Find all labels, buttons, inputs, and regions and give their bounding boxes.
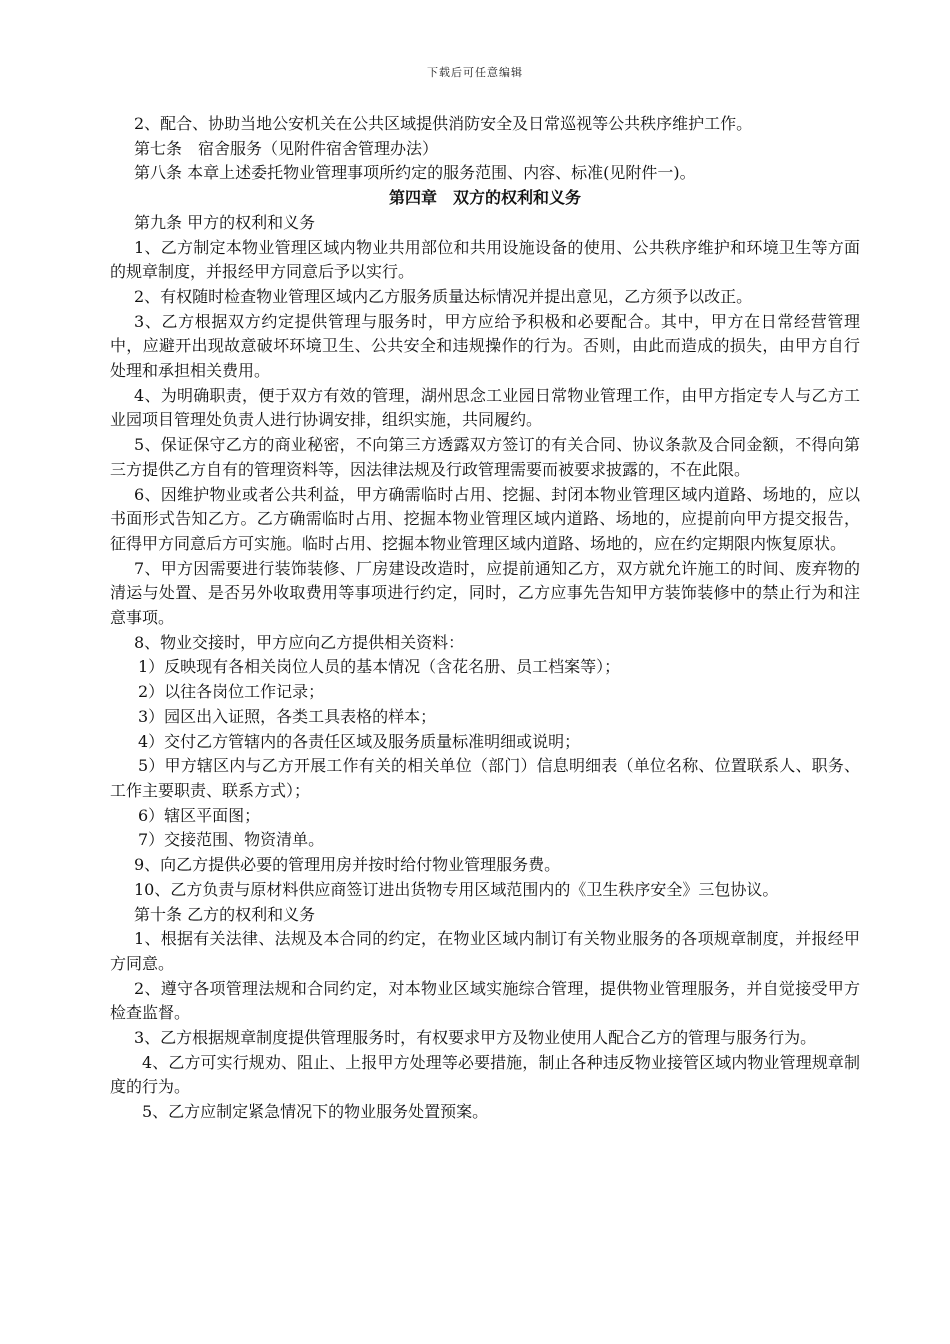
paragraph: 2、有权随时检查物业管理区域内乙方服务质量达标情况并提出意见，乙方须予以改正。 <box>134 286 753 306</box>
paragraph: 4）交付乙方管辖内的各责任区域及服务质量标准明细或说明； <box>138 731 581 751</box>
paragraph: 10、乙方负责与原材料供应商签订进出货物专用区域范围内的《卫生秩序安全》三包协议。 <box>134 879 779 899</box>
paragraph: 7、甲方因需要进行装饰装修、厂房建设改造时，应提前通知乙方，双方就允许施工的时间、废弃物的清运与处置、是否另外收取费用等事项进行约定，同时，乙方应事先告知甲方装饰装修中的禁止行为和注意事项。 <box>110 558 860 628</box>
paragraph: 5）甲方辖区内与乙方开展工作有关的相关单位（部门）信息明细表（单位名称、位置联系人、职务、工作主要职责、联系方式）； <box>110 756 860 800</box>
paragraph: 第九条 甲方的权利和义务 <box>134 212 316 232</box>
paragraph: 8、物业交接时，甲方应向乙方提供相关资料： <box>134 632 465 652</box>
paragraph: 4、乙方可实行规劝、阻止、上报甲方处理等必要措施，制止各种违反物业接管区域内物业管理规章制度的行为。 <box>110 1052 860 1097</box>
paragraph: 3、乙方根据双方约定提供管理与服务时，甲方应给予积极和必要配合。其中，甲方在日常经营管理中，应避开出现故意破坏环境卫生、公共安全和违规操作的行为。否则，由此而造成的损失，由甲方自行处理和承担相关费用。 <box>110 311 860 381</box>
paragraph: 1、根据有关法律、法规及本合同的约定，在物业区域内制订有关物业服务的各项规章制度，并报经甲方同意。 <box>110 929 860 973</box>
paragraph: 第八条 本章上述委托物业管理事项所约定的服务范围、内容、标准(见附件一)。 <box>134 163 696 183</box>
paragraph: 1、乙方制定本物业管理区域内物业共用部位和共用设施设备的使用、公共秩序维护和环境卫生等方面的规章制度，并报经甲方同意后予以实行。 <box>110 237 860 282</box>
paragraph: 6、因维护物业或者公共利益，甲方确需临时占用、挖掘、封闭本物业管理区域内道路、场地的，应以书面形式告知乙方。乙方确需临时占用、挖掘本物业管理区域内道路、场地的，应提前向甲方提交报告，征得甲方同意后方可实施。临时占用、挖掘本物业管理区域内道路、场地的，应在约定期限内恢复原状。 <box>110 484 860 553</box>
chapter-heading: 第四章 双方的权利和义务 <box>388 188 581 208</box>
paragraph: 2）以往各岗位工作记录； <box>138 682 325 702</box>
document-body <box>110 112 860 1125</box>
paragraph: 7）交接范围、物资清单。 <box>138 830 325 850</box>
paragraph: 2、遵守各项管理法规和合同约定，对本物业区域实施综合管理，提供物业管理服务，并自觉接受甲方检查监督。 <box>110 978 860 1023</box>
paragraph: 3）园区出入证照，各类工具表格的样本； <box>138 706 437 726</box>
paragraph: 第十条 乙方的权利和义务 <box>134 904 316 924</box>
paragraph: 3、乙方根据规章制度提供管理服务时，有权要求甲方及物业使用人配合乙方的管理与服务行为。 <box>134 1028 817 1048</box>
paragraph: 4、为明确职责，便于双方有效的管理，湖州思念工业园日常物业管理工作，由甲方指定专人与乙方工业园项目管理处负责人进行协调安排，组织实施，共同履约。 <box>110 385 860 430</box>
paragraph: 1）反映现有各相关岗位人员的基本情况（含花名册、员工档案等）； <box>138 657 621 677</box>
page-header: 下载后可任意编辑 <box>427 66 523 79</box>
paragraph: 5、乙方应制定紧急情况下的物业服务处置预案。 <box>142 1102 489 1122</box>
paragraph: 2、配合、协助当地公安机关在公共区域提供消防安全及日常巡视等公共秩序维护工作。 <box>134 114 753 133</box>
paragraph: 第七条 宿舍服务（见附件宿舍管理办法） <box>134 138 439 158</box>
paragraph: 6）辖区平面图； <box>138 805 261 825</box>
paragraph: 9、向乙方提供必要的管理用房并按时给付物业管理服务费。 <box>134 855 561 875</box>
paragraph: 5、保证保守乙方的商业秘密，不向第三方透露双方签订的有关合同、协议条款及合同金额，不得向第三方提供乙方自有的管理资料等，因法律法规及行政管理需要而被要求披露的，不在此限。 <box>110 435 860 479</box>
